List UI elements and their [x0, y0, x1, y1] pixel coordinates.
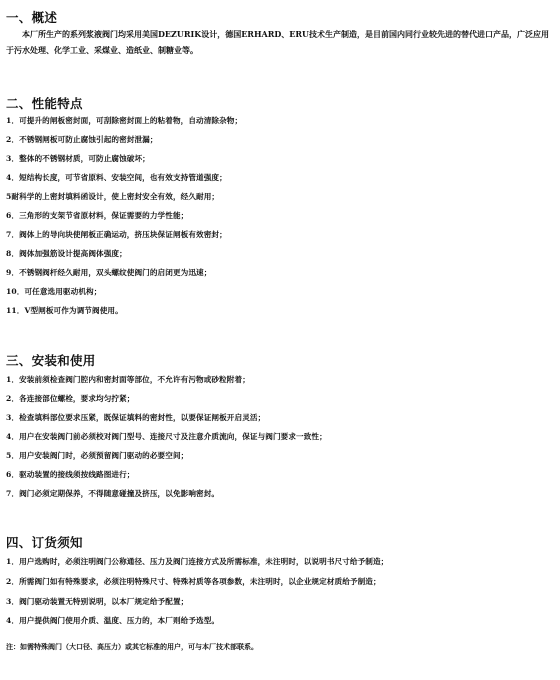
installation-item: 1．安装前须检查阀门腔内和密封面等部位，不允许有污物或砂粒附着；	[6, 375, 250, 384]
installation-item: 4．用户在安装阀门前必须校对阀门型号、连接尺寸及注意介质流向，保证与阀门要求一致性；	[6, 432, 327, 441]
features-item: 4．短结构长度，可节省原料、安装空间，也有效支持管道强度；	[6, 173, 227, 182]
ordering-item: 2．所需阀门如有特殊要求，必须注明特殊尺寸、特殊衬质等各项参数，未注明时，以企业规定材质给予制造；	[6, 577, 381, 586]
ordering-item: 1．用户选购时，必须注明阀门公称通径、压力及阀门连接方式及所需标准，未注明时，以说明书尺寸给予制造；	[6, 557, 389, 566]
features-item: 2．不锈钢闸板可防止腐蚀引起的密封泄漏；	[6, 135, 158, 144]
features-item: 7．阀体上的导向块使闸板正确运动，挤压块保证闸板有效密封；	[6, 230, 227, 239]
features-item: 11．V型闸板可作为调节阀使用。	[6, 306, 123, 315]
installation-item: 7．阀门必须定期保养，不得随意碰撞及挤压，以免影响密封。	[6, 489, 220, 498]
installation-item: 5．用户安装阀门时，必须预留阀门驱动的必要空间；	[6, 451, 189, 460]
installation-item: 3．检查填料部位要求压紧，既保证填料的密封性，以要保证闸板开启灵活；	[6, 413, 266, 422]
features-item: 1．可提升的闸板密封面，可刮除密封面上的粘着物，自动清除杂物；	[6, 116, 243, 125]
features-item: 8．阀体加强筋设计提高阀体强度；	[6, 249, 127, 258]
overview-text: 本厂所生产的系列浆液阀门均采用美国DEZURIK设计，德国ERHARD、ERU技术生产制造，是目前国内同行业较先进的替代进口产品，广泛应用于污水处理、化学工业、采煤业、造纸业、制糖业等。	[6, 29, 550, 55]
ordering-note: 注：如需特殊阀门（大口径、高压力）或其它标准的用户，可与本厂技术部联系。	[6, 642, 258, 651]
features-item: 3．整体的不锈钢材质，可防止腐蚀破坏；	[6, 154, 150, 163]
section-title-overview: 一、概述	[6, 10, 58, 25]
installation-item: 2．各连接部位螺栓，要求均匀拧紧；	[6, 394, 135, 403]
ordering-item: 3．阀门驱动装置无特别说明，以本厂规定给予配置；	[6, 597, 189, 606]
features-item: 9．不锈钢阀杆经久耐用，双头螺纹使阀门的启闭更为迅速；	[6, 268, 212, 277]
section-title-installation: 三、安装和使用	[6, 353, 96, 368]
features-item: 6．三角形的支架节省原材料，保证需要的力学性能；	[6, 211, 189, 220]
features-item: 10．可任意选用驱动机构；	[6, 287, 102, 296]
section-title-ordering: 四、订货须知	[6, 535, 83, 550]
features-item: 5耐科学的上密封填料函设计，使上密封安全有效，经久耐用；	[6, 192, 220, 201]
section-title-features: 二、性能特点	[6, 96, 83, 111]
installation-item: 6．驱动装置的接线须按线路图进行；	[6, 470, 135, 479]
ordering-item: 4．用户提供阀门使用介质、温度、压力的，本厂则给予选型。	[6, 616, 220, 625]
